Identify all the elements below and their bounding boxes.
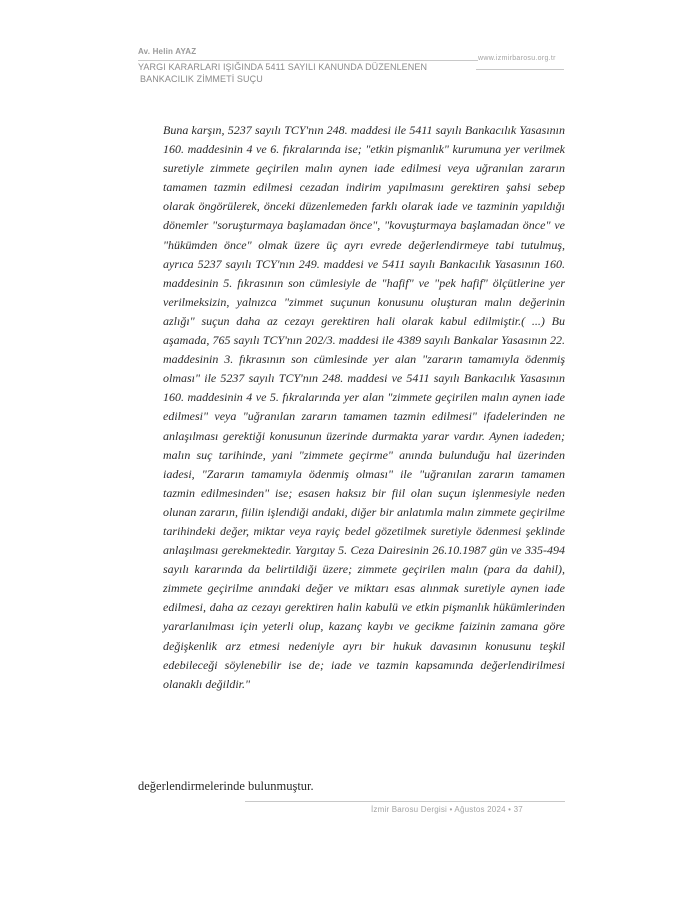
header-rule: [138, 60, 478, 61]
footer-rule: [245, 801, 565, 802]
website-url[interactable]: www.izmirbarosu.org.tr: [478, 55, 556, 62]
header-rule-right: [476, 69, 564, 70]
page-footer: İzmir Barosu Dergisi • Ağustos 2024 • 37: [371, 805, 523, 814]
block-quote: Buna karşın, 5237 sayılı TCY'nın 248. maddesi ile 5411 sayılı Bankacılık Yasasının 160. maddesinin 4 ve 6. fıkralarında ise; "etkin pişmanlık" kurumuna yer verilmek suretiyle zimmete geçirilen malın aynen iade edilmesi veya uğranılan zararın tamamen tazmin edilmesi cezadan indirim yapılmasını gerektiren şahsi sebep olarak öngörülerek, önceki düzenlemeden farklı olarak iade ve tazminin yapıldığı dönemler "soruşturmaya başlamadan önce", "kovuşturmaya başlamadan önce" ve "hükümden önce" olmak üzere üç ayrı evrede değerlendirmeye tabi tutulmuş, ayrıca 5237 sayılı TCY'nın 249. maddesi ve 5411 sayılı Bankacılık Yasasının 160. maddesinin 5. fıkrasının son cümlesiyle de "hafif" ve "pek hafif" ölçütlerine yer verilmeksizin, yalnızca "zimmet suçunun konusunu oluşturan malın değerinin azlığı" suçun daha az cezayı gerektiren hali olarak kabul edilmiştir.( ...) Bu aşamada, 765 sayılı TCY'nın 202/3. maddesi ile 4389 sayılı Bankalar Yasasının 22. maddesinin 3. fıkrasının son cümlesinde yer alan "zararın tamamıyla ödenmiş olması" ile 5237 sayılı TCY'nın 248. maddesi ve 5411 sayılı Bankacılık Yasasının 160. maddesinin 4 ve 5. fıkralarında yer alan "zimmete geçirilen malın aynen iade edilmesi" veya "uğranılan zararın tamamen tazmin edilmesi" ifadelerinden ne anlaşılması gerektiği konusunun üzerinde durmakta yarar vardır. Aynen iadeden; malın suç tarihinde, yani "zimmete geçirme" anında bulunduğu hal üzerinden iadesi, "Zararın tamamıyla ödenmiş olması" ile "uğranılan zararın tamamen tazmin edilmesinden" ise; esasen haksız bir fiil olan suçun işlenmesiyle neden olunan zararın, fiilin işlendiği andaki, diğer bir anlatımla malın zimmete geçirilme tarihindeki değer, miktar veya rayiç bedel gözetilmek suretiyle ödenmesi şeklinde anlaşılması gerekmektedir. Yargıtay 5. Ceza Dairesinin 26.10.1987 gün ve 335-494 sayılı kararında da belirtildiği üzere; zimmete geçirilen malın (para da dahil), zimmete geçirilme anındaki değer ve miktarı esas alınmak suretiyle aynen iade edilmesi, daha az cezayı gerektiren halin kabulü ve etkin pişmanlık hükümlerinden yararlanılması için yeterli olup, kazanç kaybı ve gecikme faizinin zamana göre değişkenlik arz etmesi nedeniyle ayrı bir hukuk davasının konusunu teşkil edebileceği söylenebilir ise de; iade ve tazmin kapsamında değerlendirilmesi olanaklı değildir.": [163, 123, 565, 691]
page-header: [0, 0, 700, 110]
author-name: Av. Helin AYAZ: [138, 47, 197, 56]
article-title-line1: YARGI KARARLARI IŞIĞINDA 5411 SAYILI KANUNDA DÜZENLENEN: [138, 62, 428, 72]
article-title-line2: BANKACILIK ZİMMETİ SUÇU: [140, 74, 263, 84]
body-text: değerlendirmelerinde bulunmuştur.: [138, 779, 314, 793]
